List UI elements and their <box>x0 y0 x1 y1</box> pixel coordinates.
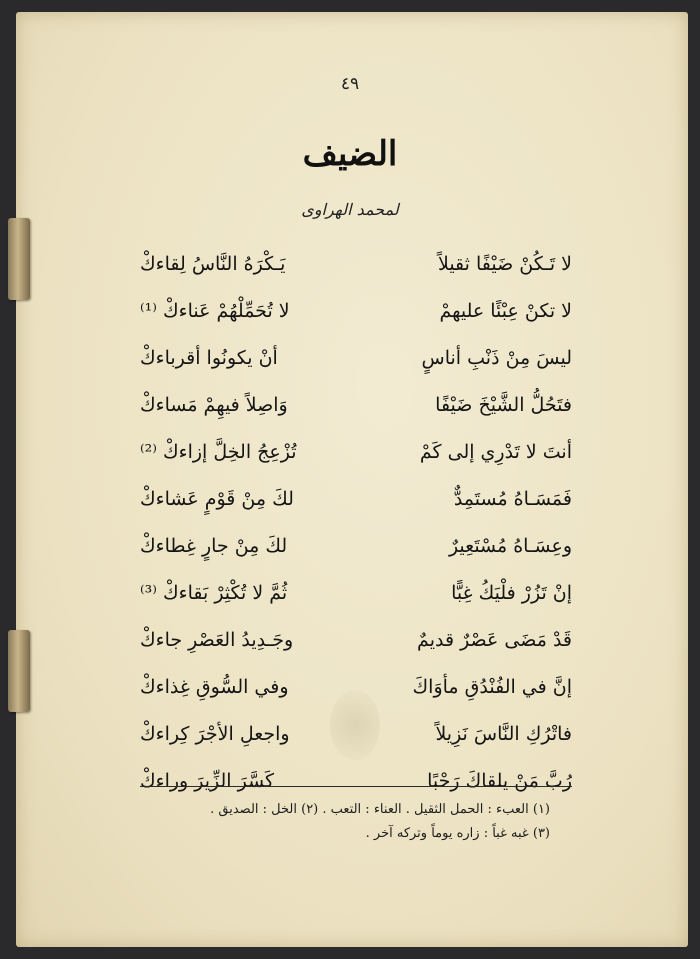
page-number: ٤٩ <box>340 74 360 94</box>
footnotes <box>160 798 550 846</box>
verse <box>140 428 572 475</box>
verse-first-hemistich: رُبَّ مَنْ يلقاكَ رَحْبًا <box>427 769 572 792</box>
verse <box>140 475 572 522</box>
verse-first-hemistich: أنتَ لا تَدْرِي إلى كَمْ <box>419 440 572 463</box>
verse-first-hemistich: ليسَ مِنْ ذَنْبِ أناسٍ <box>421 346 572 369</box>
verse <box>140 757 572 804</box>
verse <box>140 710 572 757</box>
verse-first-hemistich: فاتْرُكِ النَّاسَ نَزِيلاً <box>435 722 572 745</box>
verse-first-hemistich: فَمَسَـاهُ مُستَمِدٌّ <box>453 487 572 510</box>
poem-title: الضيف <box>302 134 398 174</box>
footnote-divider <box>140 786 572 787</box>
verse-second-hemistich: لكَ مِنْ جارٍ غِطاءكْ <box>140 534 288 557</box>
poem-author: لمحمد الهراوى <box>301 200 399 219</box>
verse-first-hemistich: إنَّ في الفُنْدُقِ مأوَاكَ <box>412 675 572 698</box>
verse-first-hemistich: قَدْ مَضَى عَصْرٌ قديمٌ <box>417 628 572 651</box>
verse <box>140 663 572 710</box>
verse-second-hemistich: ثُمَّ لا تُكْثِرْ بَقاءكْ ⁽³⁾ <box>140 581 288 604</box>
verse-first-hemistich: وعِسَـاهُ مُسْتَعِيرٌ <box>448 534 572 557</box>
verse-second-hemistich: وفي السُّوقِ غِذاءكْ <box>140 675 289 698</box>
verse <box>140 381 572 428</box>
verse-second-hemistich: أنْ يكونُوا أقرباءكْ <box>140 346 278 369</box>
footnote: (١) العبء : الحمل الثقيل . العناء : التعب . (٢) الخل : الصديق . <box>210 802 550 817</box>
verse-second-hemistich: يَـكْرَهُ النَّاسُ لِقاءكْ <box>140 252 286 275</box>
verse-second-hemistich: واجعلِ الأجْرَ كِراءكْ <box>140 722 290 745</box>
verse-second-hemistich: لا تُحَمِّلْهُمْ عَناءكْ ⁽¹⁾ <box>140 299 290 322</box>
verse <box>140 287 572 334</box>
verse-first-hemistich: لا تكنْ عِبْئًا عليهمْ <box>439 299 572 322</box>
verse-second-hemistich: تُزْعِجُ الخِلَّ إزاءكْ ⁽²⁾ <box>140 440 297 463</box>
verse-second-hemistich: وجَـدِيدُ العَصْرِ جاءكْ <box>140 628 294 651</box>
verse-second-hemistich: لكَ مِنْ قَوْمٍ عَشاءكْ <box>140 487 294 510</box>
verse <box>140 569 572 616</box>
verse-first-hemistich: فتَحُلُّ الشَّيْخَ ضَيْفًا <box>435 393 572 416</box>
verse-second-hemistich: وَاصِلاً فيهِمْ مَساءكْ <box>140 393 288 416</box>
verse <box>140 334 572 381</box>
verse <box>140 240 572 287</box>
staple-bottom <box>8 630 30 712</box>
verse <box>140 616 572 663</box>
poem-body <box>140 240 572 804</box>
staple-top <box>8 218 30 300</box>
verse-first-hemistich: إنْ تَزُرْ فلْيَكُ غِبًّا <box>451 581 572 604</box>
verse <box>140 522 572 569</box>
verse-second-hemistich: كَسَّرَ الزِّيرَ وراءكْ <box>140 769 275 792</box>
footnote: (٣) غبه غباً : زاره يوماً وتركه آخر . <box>365 826 550 841</box>
verse-first-hemistich: لا تَـكُنْ ضَيْفًا ثقيلاً <box>437 252 572 275</box>
